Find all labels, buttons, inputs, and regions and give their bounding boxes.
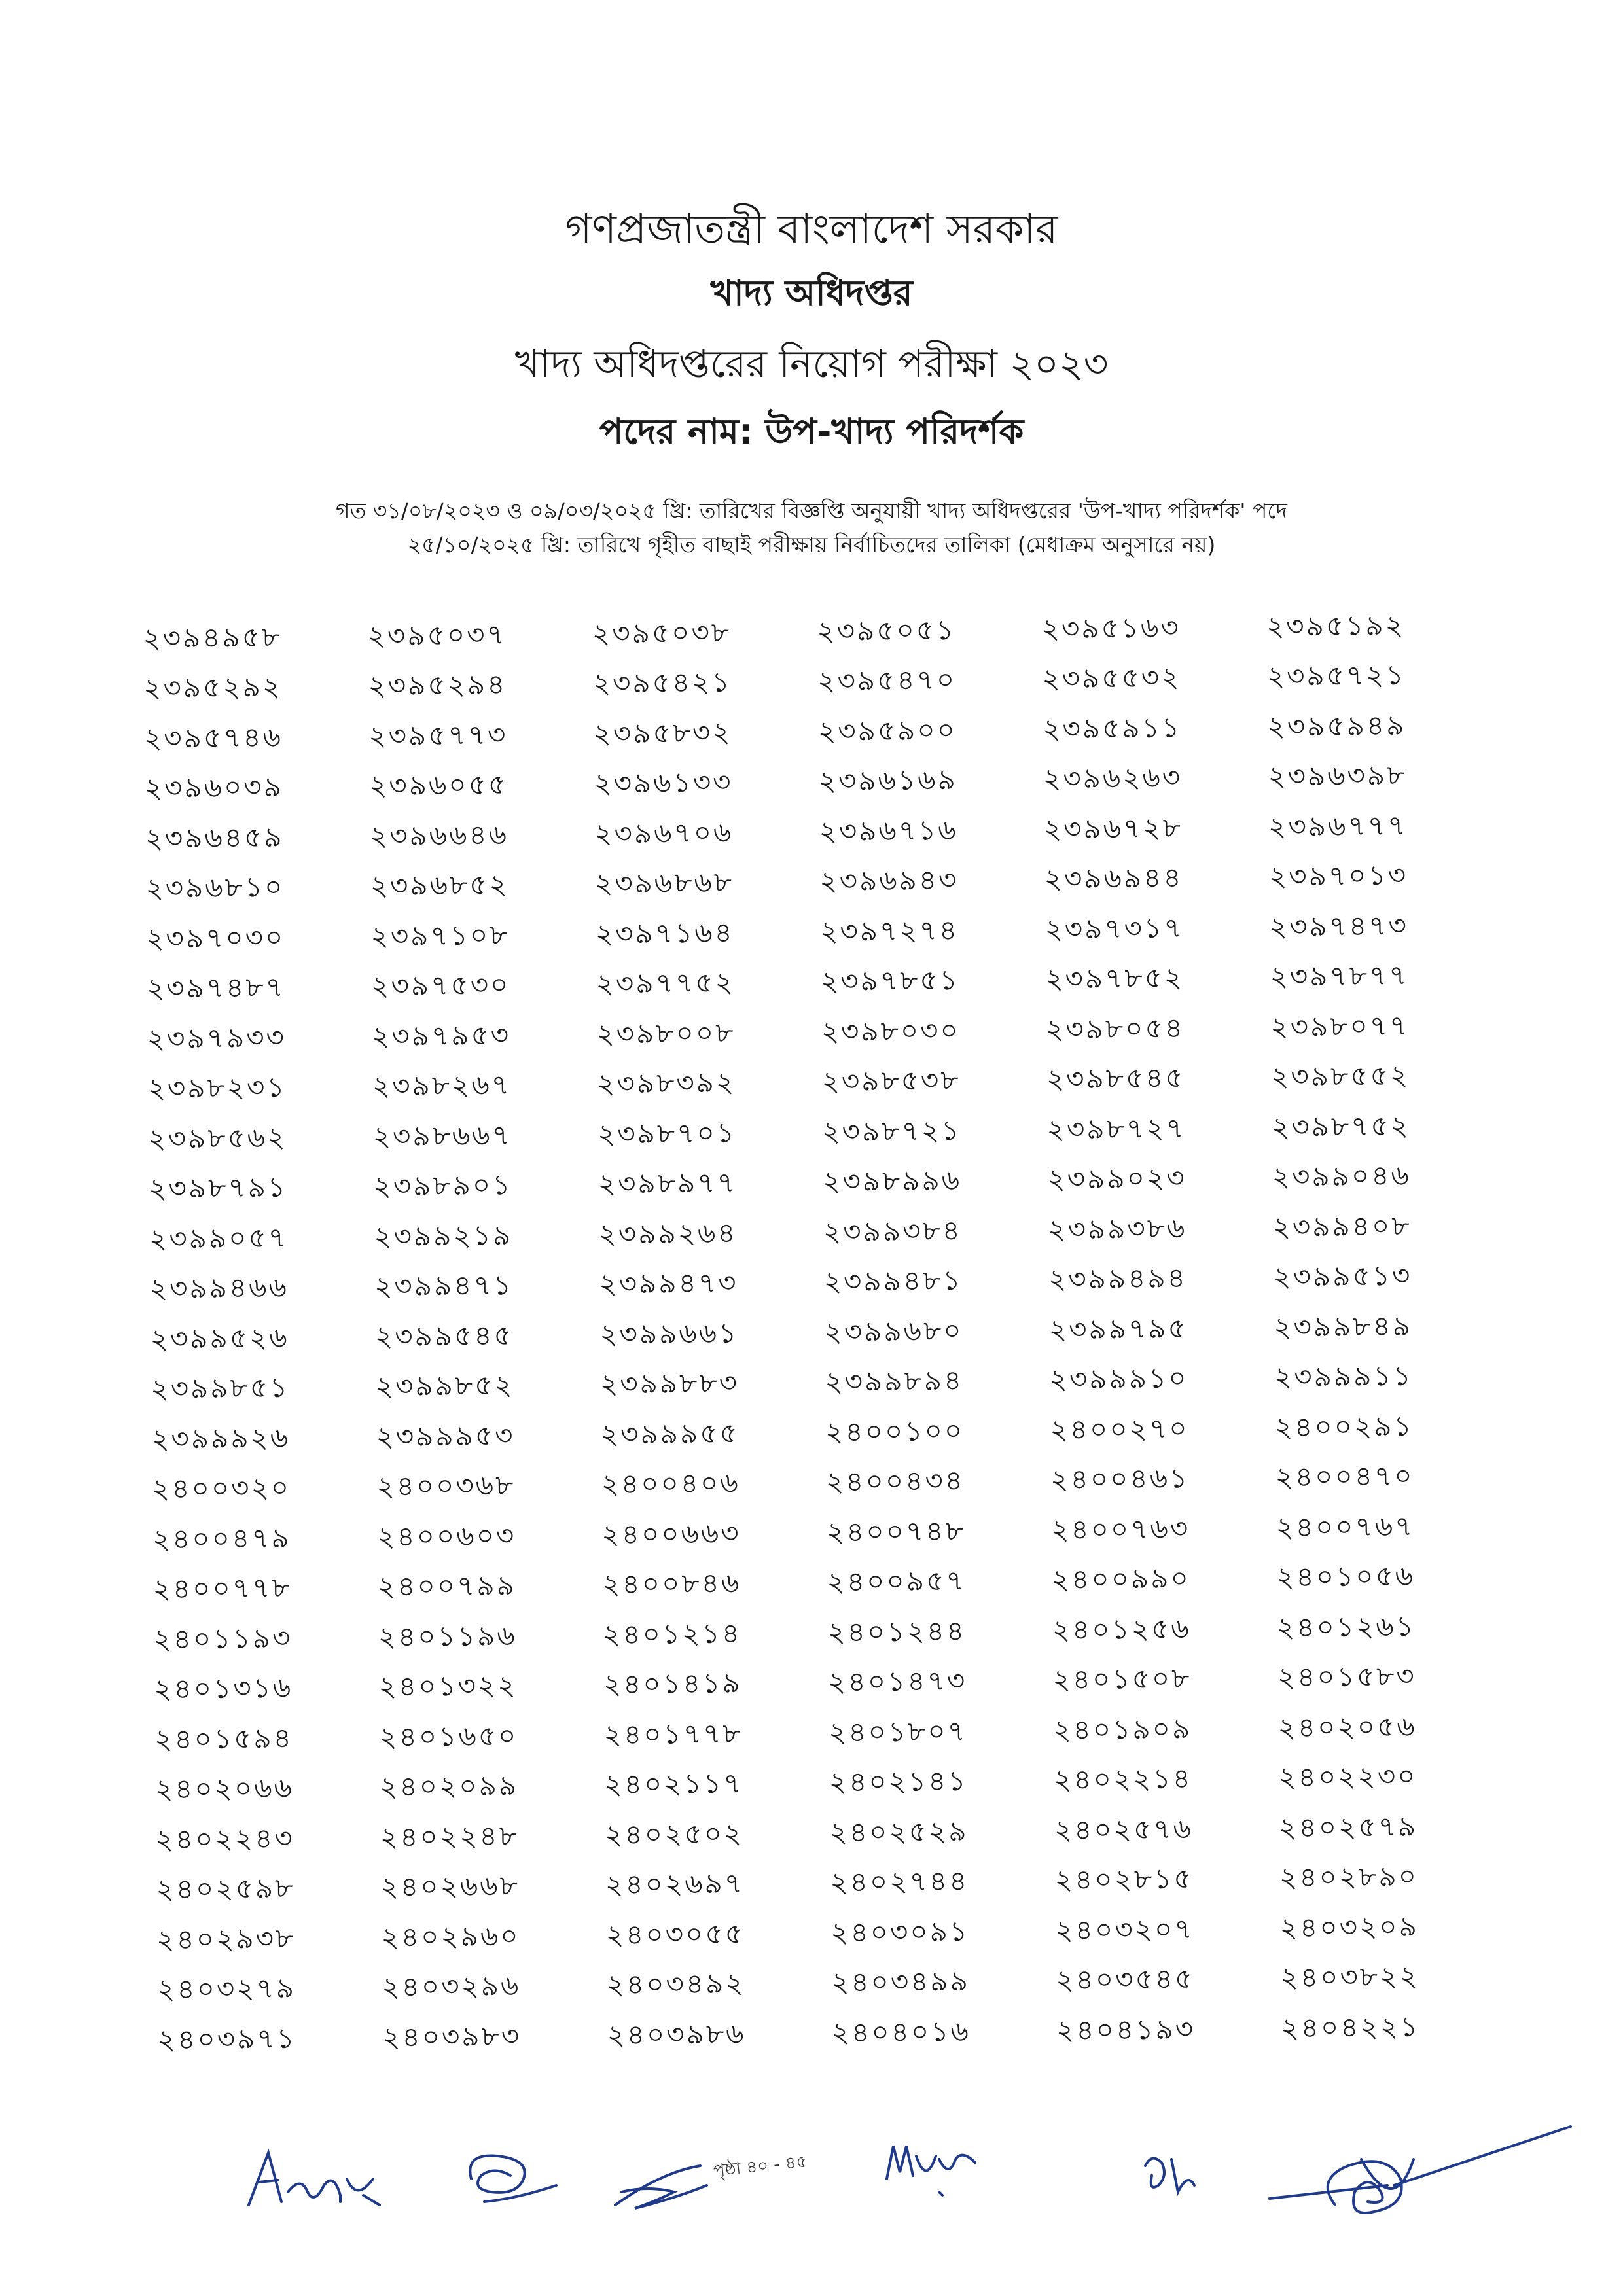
roll-number-cell: ২৩৯৫৭৪৬ [143, 720, 283, 754]
roll-number-cell: ২৩৯৭৮৭৭ [1270, 959, 1409, 993]
roll-number-cell: ২৪০২২৩০ [1278, 1759, 1418, 1794]
roll-number-cell: ২৩৯৯৮৮৩ [599, 1366, 740, 1400]
roll-number-cell: ২৩৯৮৫৩৮ [821, 1064, 961, 1098]
roll-number-cell: ২৩৯৮৯৯৬ [822, 1164, 962, 1198]
document-header [0, 196, 1623, 463]
roll-number-cell: ২৩৯৯৪৯৪ [1048, 1262, 1188, 1296]
roll-number-cell: ২৪০১০৫৬ [1275, 1559, 1416, 1594]
roll-number-cell: ২৩৯৬৮১০ [145, 870, 285, 905]
roll-number-cell: ২৪০২৯৬০ [381, 1919, 520, 1953]
roll-number-cell: ২৪০০৭৭৮ [152, 1571, 292, 1606]
roll-number-cell: ২৩৯৭৮৫১ [820, 964, 960, 998]
roll-number-cell: ২৪০০৪৩৪ [825, 1464, 965, 1498]
roll-number-cell: ২৩৯৮৭২১ [822, 1114, 961, 1148]
roll-number-cell: ২৪০০৩২০ [151, 1471, 291, 1506]
signature-2 [458, 2140, 576, 2212]
roll-number-cell: ২৪০২৭৪৪ [830, 1865, 969, 1899]
roll-number-cell: ২৩৯৮২৩১ [147, 1070, 287, 1105]
roll-number-cell: ২৩৯৬৭২৮ [1043, 811, 1183, 845]
roll-number-cell: ২৪০২১১৭ [604, 1767, 743, 1801]
exam-title: খাদ্য অধিদপ্তরের নিয়োগ পরীক্ষা ২০২৩ [514, 342, 1109, 386]
roll-number-cell: ২৩৯৯৫২৬ [150, 1321, 289, 1355]
roll-number-cell: ২৪০১৪১৯ [603, 1667, 742, 1701]
roll-number-cell: ২৩৯৯২৬৪ [598, 1216, 738, 1250]
roll-number-cell: ২৪০২৫৭৬ [1054, 1812, 1194, 1846]
roll-number-cell: ২৪০১৫৮৩ [1277, 1659, 1416, 1694]
roll-number-cell: ২৩৯৮৭২৭ [1046, 1112, 1186, 1146]
roll-number-cell: ২৩৯৫২৯৪ [368, 668, 507, 702]
roll-number-cell: ২৩৯৮৭৯১ [148, 1171, 288, 1205]
government-title: গণপ্রজাতন্ত্রী বাংলাদেশ সরকার [565, 205, 1058, 253]
notice-text [170, 494, 1453, 562]
roll-number-cell: ২৩৯৬৮৫২ [370, 868, 509, 902]
roll-number-cell: ২৩৯৫৯১১ [1042, 711, 1182, 745]
roll-number-table [137, 601, 1501, 2066]
roll-number-cell: ২৪০০৪৭০ [1275, 1459, 1414, 1494]
roll-number-cell: ২৪০৩৯৮৩ [382, 2019, 522, 2053]
roll-number-cell: ২৩৯৭৮৫২ [1044, 961, 1185, 995]
page-number: পৃষ্ঠা ৪০ - ৪৫ [712, 2151, 808, 2181]
roll-number-cell: ২৪০১২১৪ [602, 1617, 742, 1651]
roll-number-cell: ২৩৯৮২৬৭ [372, 1069, 512, 1103]
roll-number-cell: ২৩৯৯৩৮৬ [1047, 1212, 1187, 1246]
signature-row [0, 2120, 1623, 2251]
roll-number-cell: ২৪০৩৯৮৬ [607, 2017, 746, 2051]
roll-number-cell: ২৪০৩৮২২ [1280, 1960, 1419, 1994]
roll-number-cell: ২৩৯৯৯২৬ [151, 1421, 291, 1455]
roll-number-cell: ২৪০০৪০৬ [601, 1466, 740, 1500]
roll-number-cell: ২৩৯৬২৬৩ [1043, 761, 1183, 795]
roll-number-cell: ২৩৯৭০১৩ [1268, 858, 1408, 893]
roll-number-cell: ২৩৯৬৪৫৯ [145, 821, 284, 855]
roll-number-cell: ২৩৯৯৪৭৩ [599, 1266, 738, 1300]
roll-number-cell: ২৪০২৯৩৮ [156, 1922, 296, 1956]
roll-number-cell: ২৩৯৮৯৭৭ [597, 1166, 738, 1200]
roll-number-cell: ২৪০২৮৯০ [1279, 1860, 1419, 1894]
roll-number-cell: ২৪০২২১৪ [1053, 1762, 1193, 1796]
signature-6 [1263, 2120, 1577, 2231]
roll-number-cell: ২৩৯৭৭৫২ [596, 966, 735, 1000]
notice-line-2: ২৫/১০/২০২৫ খ্রি: তারিখে গৃহীত বাছাই পরীক্ষায় নির্বাচিতদের তালিকা (মেধাক্রম অনুসারে নয়) [407, 532, 1216, 557]
roll-number-cell: ২৪০০২৯১ [1274, 1409, 1414, 1443]
roll-number-cell: ২৩৯৫৭২১ [1266, 658, 1406, 693]
roll-number-cell: ২৩৯৯৯৫৩ [376, 1419, 515, 1453]
roll-number-cell: ২৪০২৫০২ [604, 1817, 744, 1851]
roll-number-cell: ২৪০১৫০৮ [1052, 1662, 1192, 1696]
roll-number-cell: ২৩৯৯৬৮০ [824, 1314, 963, 1348]
post-name: পদের নাম: উপ-খাদ্য পরিদর্শক [599, 411, 1024, 452]
roll-number-cell: ২৩৯৬৭৭৭ [1268, 809, 1408, 843]
roll-number-cell: ২৩৯৮৯০১ [373, 1169, 512, 1203]
roll-number-cell: ২৪০৩২৭৯ [156, 1971, 296, 2006]
roll-number-cell: ২৩৯৬৬৪৬ [369, 818, 509, 853]
roll-number-cell: ২৪০৩৪৯২ [606, 1967, 745, 2001]
roll-number-cell: ২৪০০৩৬৮ [376, 1469, 516, 1503]
roll-number-cell: ২৩৯৬১৩৩ [594, 766, 733, 800]
roll-number-cell: ২৪০১৯০৯ [1052, 1712, 1192, 1746]
roll-number-cell: ২৩৯৬৯৪৩ [819, 864, 959, 898]
roll-number-cell: ২৪০০৯৯০ [1051, 1562, 1191, 1596]
roll-number-cell: ২৪০৩২৯৬ [382, 1969, 521, 2004]
roll-number-cell: ২৪০২১৪১ [829, 1765, 968, 1799]
roll-number-cell: ২৩৯৫০৩৭ [367, 618, 507, 652]
roll-number-cell: ২৩৯৬০৫৫ [368, 768, 508, 802]
roll-number-cell: ২৪০২০৫৬ [1277, 1710, 1417, 1744]
roll-number-cell: ২৪০৩৯৭১ [157, 2022, 297, 2056]
roll-number-cell: ২৩৯৯৯৫৫ [600, 1417, 740, 1451]
roll-number-cell: ২৩৯৯৮৫২ [375, 1369, 514, 1403]
roll-number-cell: ২৪০০২৭০ [1050, 1411, 1189, 1446]
roll-number-cell: ২৩৯৬৭০৬ [594, 816, 734, 850]
roll-number-cell: ২৩৯৫২৯২ [143, 670, 283, 705]
roll-number-cell: ২৪০১৮০৭ [828, 1714, 968, 1748]
roll-number-cell: ২৩৯৬৭১৬ [819, 813, 958, 847]
roll-number-cell: ২৩৯৬৩৯৮ [1268, 758, 1407, 793]
roll-number-cell: ২৩৯৮৫৪৫ [1046, 1061, 1185, 1095]
roll-number-cell: ২৪০৩২০৯ [1279, 1910, 1419, 1944]
roll-number-cell: ২৪০৩০৫৫ [605, 1917, 745, 1951]
roll-number-cell: ২৩৯৯৭৯৫ [1048, 1312, 1188, 1346]
roll-number-cell: ২৪০০১০০ [825, 1414, 965, 1448]
roll-number-cell: ২৪০১৬৫০ [379, 1719, 518, 1753]
roll-number-cell: ২৪০২৬৬৮ [380, 1869, 520, 1903]
roll-number-cell: ২৩৯৯৫৪৫ [374, 1318, 514, 1353]
roll-number-cell: ২৪০১৩২২ [378, 1669, 518, 1703]
roll-number-cell: ২৪০০৬৬৩ [601, 1517, 741, 1551]
roll-number-cell: ২৩৯৮০৫৪ [1045, 1012, 1185, 1046]
roll-number-cell: ২৪০১২৪৪ [827, 1614, 967, 1648]
roll-number-cell: ২৩৯৫৪২১ [592, 665, 732, 699]
roll-number-cell: ২৩৯৫৭৭৩ [368, 718, 508, 752]
roll-number-cell: ২৩৯৮৭৫২ [1271, 1109, 1411, 1143]
roll-number-cell: ২৩৯৮০০৮ [596, 1016, 736, 1050]
roll-number-cell: ২৩৯৮৩৯২ [596, 1066, 736, 1100]
roll-number-cell: ২৩৯৫৮৩২ [593, 716, 732, 750]
roll-number-cell: ২৪০২৫৭৯ [1278, 1810, 1418, 1844]
roll-number-cell: ২৩৯৭৯৩৩ [147, 1021, 287, 1055]
roll-number-cell: ২৩৯৫৯০০ [817, 713, 957, 747]
roll-number-cell: ২৩৯৭৪৭৩ [1269, 909, 1409, 943]
roll-number-cell: ২৪০৩৪৯৯ [830, 1965, 971, 1999]
roll-number-cell: ২৩৯৮৫৫২ [1270, 1059, 1410, 1093]
roll-number-cell: ২৩৯৬১৬৯ [818, 764, 957, 798]
roll-number-cell: ২৩৯৭৯৫৩ [371, 1018, 511, 1053]
roll-number-cell: ২৩৯৭৫৩০ [371, 968, 510, 1002]
roll-number-cell: ২৩৯৭০৩০ [145, 921, 285, 955]
roll-number-cell: ২৪০২৫২৯ [829, 1814, 969, 1848]
roll-number-cell: ২৪০৪০১৬ [831, 2015, 971, 2049]
roll-number-cell: ২৪০১৪৭৩ [827, 1665, 967, 1699]
roll-number-cell: ২৪০২২৪৩ [155, 1822, 294, 1856]
roll-number-cell: ২৪০২৮১৫ [1054, 1862, 1194, 1896]
roll-number-cell: ২৩৯৫১৬৩ [1041, 611, 1181, 645]
roll-number-cell: ২৩৯৯৮৯৪ [825, 1364, 964, 1398]
roll-number-cell: ২৪০০৭৬৩ [1050, 1511, 1190, 1546]
roll-number-cell: ২৩৯৫৯৪৯ [1267, 709, 1406, 743]
roll-number-cell: ২৪০২০৬৬ [154, 1771, 294, 1806]
roll-number-cell: ২৩৯৯৪৬৬ [149, 1271, 289, 1305]
roll-number-cell: ২৩৯৯২১৯ [374, 1218, 513, 1253]
roll-number-cell: ২৪০১২৬১ [1276, 1610, 1416, 1644]
roll-number-cell: ২৩৯৮০৭৭ [1270, 1009, 1410, 1043]
roll-number-cell: ২৩৯৬৮৬৮ [594, 866, 734, 900]
roll-number-cell: ২৩৯৯৮৫১ [151, 1371, 290, 1405]
roll-number-cell: ২৪০০৭৬৭ [1275, 1510, 1415, 1544]
roll-number-cell: ২৪০০৯৫৭ [827, 1564, 966, 1598]
roll-number-cell: ২৪০১৩১৬ [153, 1671, 293, 1706]
roll-number-cell: ২৩৯৬৯৪৪ [1044, 861, 1183, 895]
roll-number-cell: ২৩৯৬০৩৯ [144, 770, 284, 805]
roll-number-cell: ২৪০০৭৯৯ [377, 1569, 517, 1603]
roll-number-cell: ২৩৯৫০৩৮ [592, 616, 732, 650]
roll-number-cell: ২৪০১৫৯৪ [154, 1722, 294, 1756]
roll-number-cell: ২৪০৩০৯১ [830, 1915, 970, 1949]
roll-number-cell: ২৩৯৭২৭৪ [819, 913, 959, 947]
roll-number-cell: ২৩৯৮৭০১ [597, 1116, 737, 1150]
roll-number-cell: ২৪০১২৫৬ [1052, 1612, 1191, 1646]
signature-5 [1132, 2140, 1211, 2205]
roll-number-cell: ২৩৯৭৪৮৭ [146, 970, 286, 1005]
department-title: খাদ্য অধিদপ্তর [710, 272, 913, 313]
roll-number-cell: ২৪০২০৯৯ [379, 1769, 519, 1803]
roll-number-cell: ২৩৯৯৫১৩ [1273, 1259, 1412, 1294]
roll-number-cell: ২৩৯৪৯৫৮ [143, 620, 282, 654]
roll-number-cell: ২৪০৪১৯৩ [1056, 2012, 1196, 2047]
roll-number-cell: ২৩৯৯৩৮৪ [823, 1214, 963, 1248]
roll-number-cell: ২৩৯৯০২৩ [1047, 1161, 1186, 1195]
roll-number-cell: ২৩৯৫০৫১ [817, 613, 956, 647]
roll-number-cell: ২৪০০৬০৩ [376, 1519, 516, 1553]
roll-number-cell: ২৩৯৫১৯২ [1266, 609, 1406, 643]
roll-number-cell: ২৩৯৭৩১৭ [1044, 911, 1184, 945]
roll-number-cell: ২৪০০৭৪৮ [826, 1514, 965, 1548]
roll-number-cell: ২৩৯৮০৩০ [821, 1014, 961, 1048]
roll-number-cell: ২৩৯৯০৫৭ [149, 1221, 289, 1255]
roll-number-cell: ২৪০০৮৪৬ [601, 1566, 741, 1600]
roll-number-cell: ২৩৯৯৪৮১ [823, 1264, 963, 1298]
roll-number-cell: ২৩৯৮৫৬২ [148, 1121, 287, 1155]
roll-number-cell: ২৪০৩২০৭ [1055, 1912, 1194, 1947]
roll-number-cell: ২৪০০৪৭৯ [152, 1521, 292, 1555]
roll-number-cell: ২৩৯৯৪৭১ [374, 1269, 514, 1303]
roll-number-cell: ২৪০০৪৬১ [1050, 1462, 1190, 1496]
roll-number-cell: ২৪০২৬৯৭ [605, 1867, 745, 1901]
roll-number-cell: ২৪০৩৫৪৫ [1055, 1962, 1195, 1996]
roll-number-cell: ২৩৯৭১০৮ [370, 918, 510, 953]
roll-number-cell: ২৪০২৫৯৮ [156, 1871, 295, 1906]
roll-number-cell: ২৩৯৯৮৪৯ [1273, 1309, 1413, 1343]
roll-number-cell: ২৪০১১৯৩ [153, 1621, 293, 1655]
roll-number-cell: ২৩৯৯৯১১ [1274, 1359, 1414, 1394]
roll-number-cell: ২৪০১৭৭৮ [603, 1717, 743, 1751]
roll-number-cell: ২৩৯৯০৪৬ [1272, 1159, 1411, 1193]
roll-number-cell: ২৩৯৫৪৭০ [817, 663, 957, 698]
signature-1 [242, 2140, 386, 2218]
roll-number-cell: ২৩৯৯৪০৮ [1272, 1209, 1412, 1243]
roll-number-cell: ২৩৯৯৬৬১ [599, 1316, 739, 1351]
roll-number-cell: ২৪০১১৯৬ [378, 1619, 517, 1653]
signature-4 [877, 2133, 995, 2205]
roll-number-cell: ২৩৯৭১৬৪ [595, 916, 735, 950]
notice-line-1: গত ৩১/০৮/২০২৩ ও ০৯/০৩/২০২৫ খ্রি: তারিখের বিজ্ঞপ্তি অনুযায়ী খাদ্য অধিদপ্তরের 'উপ-খাদ্য পরিদর্শক' পদে [336, 498, 1287, 523]
roll-number-cell: ২৩৯৫৫৩২ [1042, 661, 1181, 695]
roll-number-cell: ২৪০২২৪৮ [380, 1819, 520, 1853]
roll-number-cell: ২৩৯৯৯১০ [1049, 1362, 1188, 1396]
roll-number-cell: ২৪০৪২২১ [1281, 2010, 1420, 2044]
roll-number-cell: ২৩৯৮৬৬৭ [372, 1118, 512, 1153]
